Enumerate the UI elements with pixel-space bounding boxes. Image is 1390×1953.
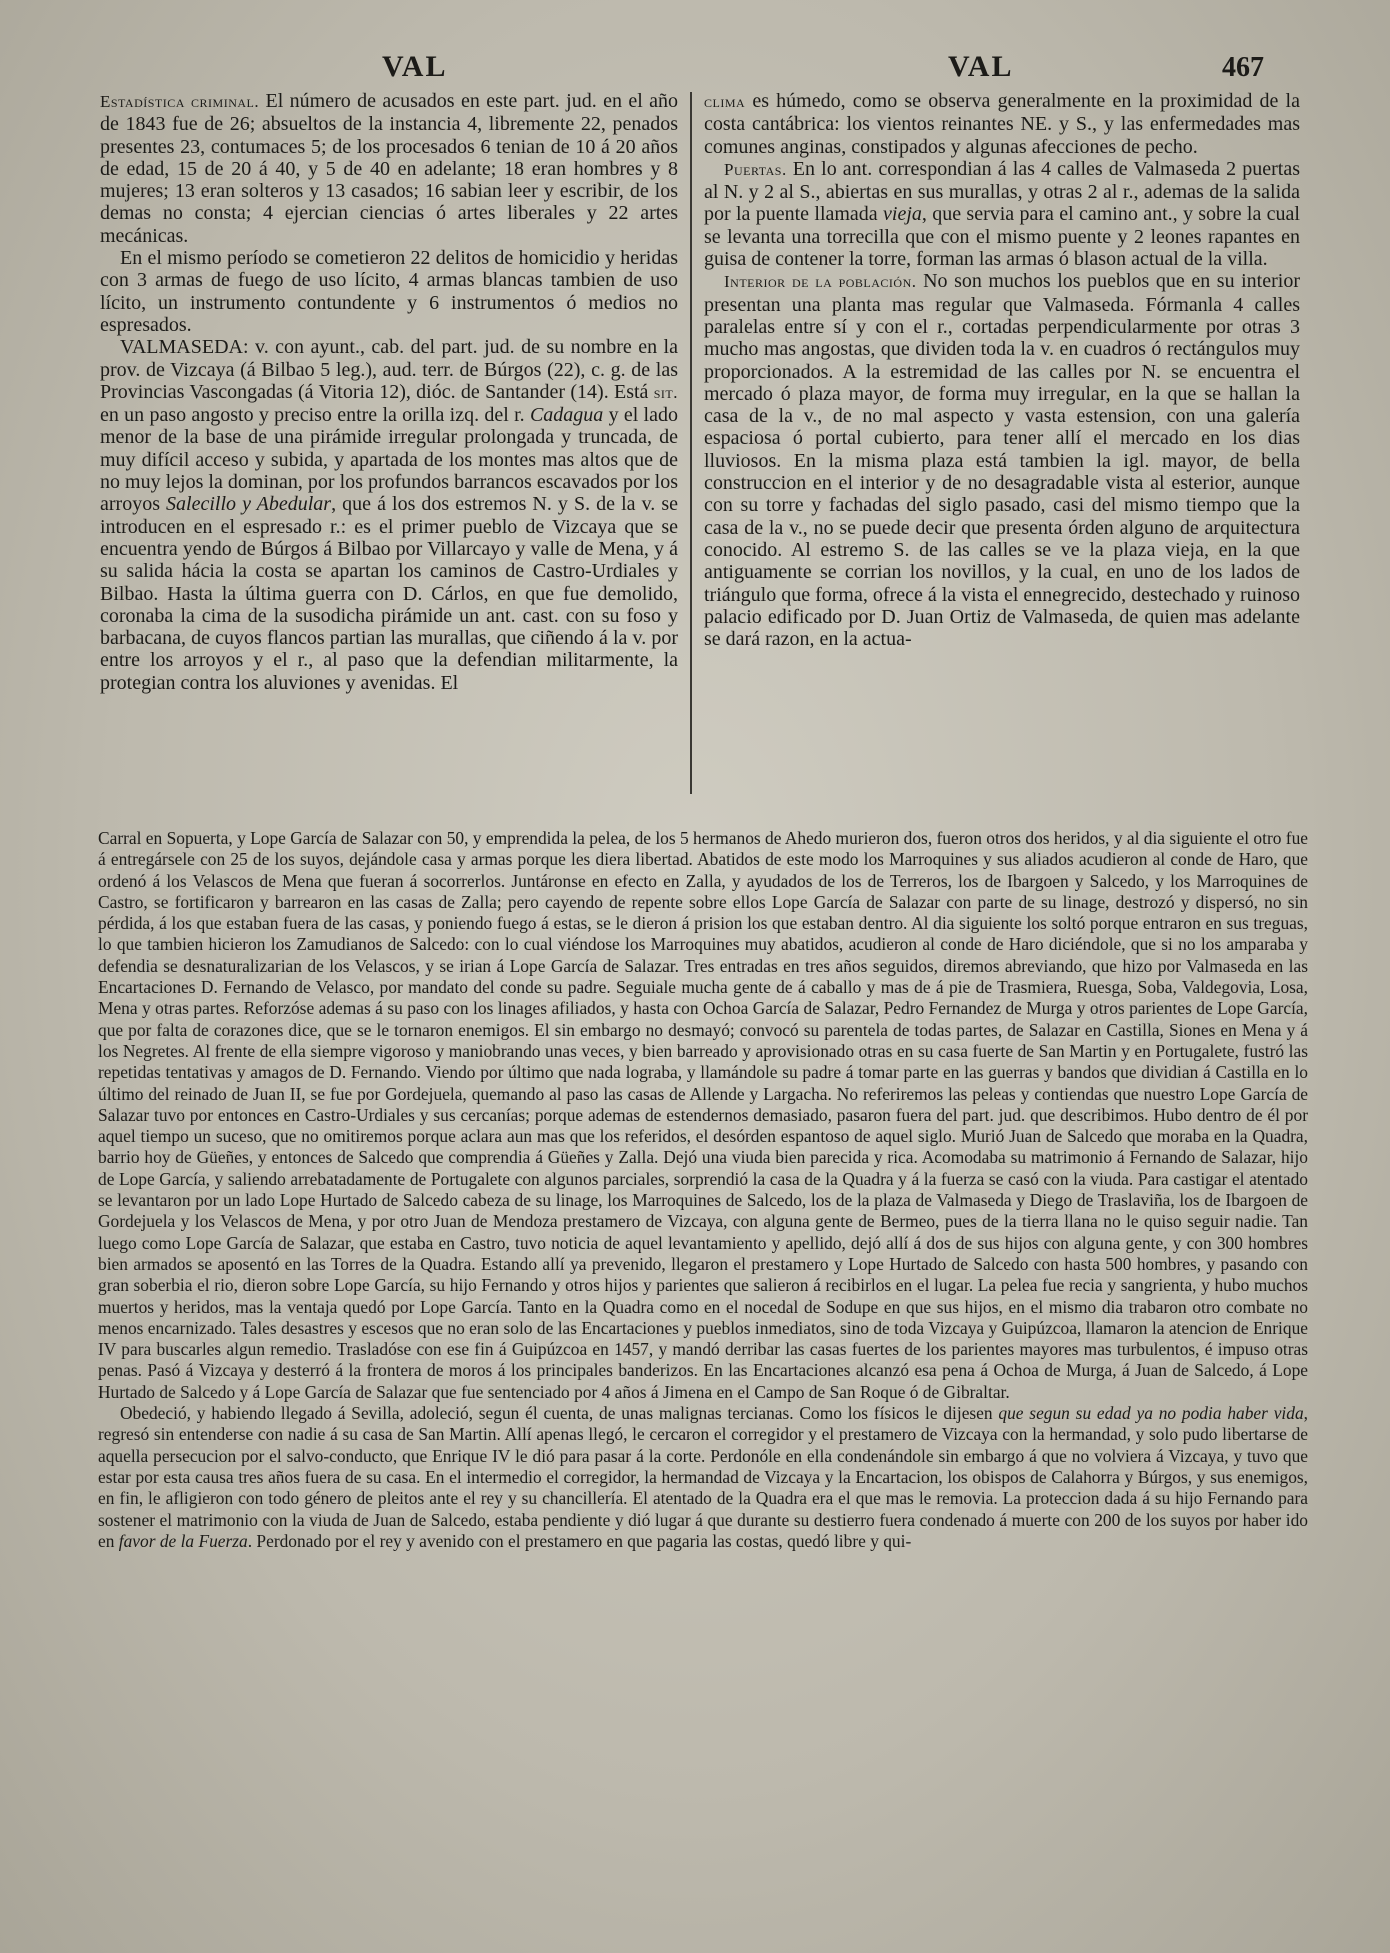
paragraph-text: es húmedo, como se observa generalmente en la proximidad de la costa cantábrica: los vientos reinantes NE. y S., y las enfermedades mas comunes anginas, constipados y algunas afecciones de pecho. (704, 90, 1300, 158)
paragraph-interior (704, 270, 1300, 650)
paragraph-text: v. con ayunt., cab. del part. jud. de su nombre en la prov. de Vizcaya (á Bilbao 5 leg.), aud. terr. de Búrgos (22), c. g. de las Provincias Vascongadas (á Vitoria 12), dióc. de Santander (14). Está (100, 336, 678, 403)
section-head-estadistica: Estadística criminal. (100, 92, 260, 111)
running-head-left: VAL (382, 50, 448, 83)
paragraph-clima (704, 90, 1300, 158)
section-head-puertas: Puertas. (724, 159, 787, 179)
entry-head-valmaseda: VALMASEDA: (120, 336, 249, 359)
word-vieja: vieja (883, 203, 922, 226)
paragraph-estadistica (100, 90, 678, 247)
river-name: Cadagua (529, 404, 604, 427)
arroyos-names: Salecillo y Abedular (166, 493, 332, 516)
paragraph-delitos: En el mismo período se cometieron 22 delitos de homicidio y heridas con 3 armas de fuego de uso lícito, 4 armas blancas tambien de uso lícito, un instrumento contundente y 6 instrumentos ó medios no espresados. (100, 247, 678, 336)
page-number: 467 (1222, 52, 1264, 83)
left-column (100, 90, 678, 790)
quoted-phrase: que segun su edad ya no podia haber vida (998, 1403, 1304, 1424)
paragraph-valmaseda (100, 336, 678, 694)
paragraph-text: , regresó sin entenderse con nadie á su casa de San Martin. Allí apenas llegó, le cercaron el corregidor y el prestamero de Vizcaya con la hermandad, y solo pudo libertarse de aquella persecucion por el salvo-conducto, que Enrique IV le dió para pasar á la corte. Perdonóle en ella condenándole sin embargo á que no volviera á Vizcaya, y tuvo que estar por esta causa tres años fuera de su casa. En el intermedio el corregidor, la hermandad de Vizcaya y la Encartacion, los obispos de Calahorra y Búrgos, y sus enemigos, en fin, le afligieron con todo género de pleitos ante el rey y su chancillería. El atentado de la Quadra era el que mas le removia. La proteccion dada á su hijo Fernando para sostener el matrimonio con la viuda de Juan de Salcedo, estaba pendiente y dió lugar á que durante su destierro fuera condenado á muerte con 200 de los suyos por haber ido en (98, 1403, 1308, 1551)
paragraph-text: en un paso angosto y preciso entre la orilla izq. del r. (100, 404, 530, 427)
section-head-interior: Interior de la población. (724, 272, 917, 292)
right-column (704, 90, 1300, 790)
abbr-sit: sit. (653, 382, 678, 402)
paragraph-text: y el lado menor de la base de una pirámide irregular prolongada y truncada, de muy difícil acceso y subida, y apartada de los montes mas altos que de no muy lejos la dominan, por los profundos barrancos escavados por los arroyos (100, 404, 678, 516)
paragraph-text: . Perdonado por el rey y avenido con el prestamero en que pagaria las costas, quedó libre y qui- (247, 1530, 912, 1551)
paragraph-text: En lo ant. correspondian á las 4 calles de Valmaseda 2 puertas al N. y 2 al S., abiertas en sus murallas, y otras 2 al r., ademas de la salida por la puente llamada (704, 157, 1300, 226)
column-divider (690, 92, 692, 794)
paragraph-text: Obedeció, y habiendo llegado á Sevilla, adoleció, segun él cuenta, de unas malignas tercianas. Como los físicos le dijesen (120, 1403, 999, 1424)
paragraph-text: El número de acusados en este part. jud. en el año de 1843 fue de 26; absueltos de la instancia 4, libremente 22, penados presentes 23, contumaces 5; de los procesados 6 tenian de 10 á 20 años de edad, 15 de 20 á 40, y 5 de 40 en adelante; 18 eran hombres y 8 mujeres; 13 eran solteros y 13 casados; 16 sabian leer y escribir, de los demas no consta; 4 ejercian ciencias ó artes liberales y 22 artes mecánicas. (100, 90, 678, 247)
paragraph-text: No son muchos los pueblos que en su interior presentan una planta mas regular que Valmaseda. Fórmanla 4 calles paralelas entre sí y con el r., cortadas perpendicularmente por otras 3 mucho mas angostas, que dividen toda la v. en cuadros ó rectángulos muy proporcionados. A la estremidad de las calles por N. se encuentra el mercado ó plaza mayor, de forma muy irregular, en la que se hallan la casa de la v., de no mal aspecto y vasta estension, con una galería espaciosa ó portal cubierto, para tener allí el mercado en los dias lluviosos. En la misma plaza está tambien la igl. mayor, de bella construccion en el interior y de no desagradable vista al esterior, aunque con su torre y fachadas del siglo pasado, casi del mismo tiempo que la casa de la v., no se puede decir que presenta órden alguno de arquitectura conocido. Al estremo S. de las calles se ve la plaza vieja, en la que antiguamente se corrian los novillos, y la cual, en uno de los lados de triángulo que forma, ofrece á la vista el ennegrecido, destechado y ruinoso palacio edificado por D. Juan Ortiz de Valmaseda, de quien mas adelante se dará razon, en la actua- (704, 270, 1300, 651)
footnote-block (98, 828, 1308, 1928)
italic-phrase: favor de la Fuerza (118, 1530, 248, 1551)
paragraph-text: , que á los dos estremos N. y S. de la v. se introducen en el espresado r.: es el primer pueblo de Vizcaya que se encuentra yendo de Búrgos á Bilbao por Villarcayo y valle de Mena, y á su salida hácia la costa se apartan los caminos de Castro-Urdiales y Bilbao. Hasta la última guerra con D. Cárlos, en que fue demolido, coronaba la cima de la susodicha pirámide un ant. cast. con su foso y barbacana, de cuyos flancos partian las murallas, que ciñendo á la v. por entre los arroyos y el r., al paso que la defendian militarmente, la protegian contra los aluviones y avenidas. El (100, 493, 678, 694)
section-head-clima: clima (704, 92, 746, 111)
footnote-paragraph (98, 1403, 1308, 1552)
running-head-right: VAL (948, 50, 1014, 83)
paragraph-text: , que servia para el camino ant., y sobre la cual se levanta una torrecilla que con el mismo puente y 2 leones rapantes en guisa de contener la torre, forman las armas ó blason actual de la villa. (704, 203, 1300, 271)
footnote-paragraph: Carral en Sopuerta, y Lope García de Salazar con 50, y emprendida la pelea, de los 5 hermanos de Ahedo murieron dos, fueron otros dos heridos, y al dia siguiente el otro fue á entregársele con 25 de los suyos, dejándole casa y armas porque les diera libertad. Abatidos de este modo los Marroquines y sus aliados acudieron al conde de Haro, que ordenó á los Velascos de Mena que fueran á socorrerlos. Juntáronse en efecto en Zalla, y ayudados de los de Terreros, los de Ibargoen y Salcedo, y los Marroquines de Castro, se fortificaron y barrearon en las casas de Zalla; pero cayendo de repente sobre ellos Lope García de Salazar con parte de su linage, destrozó y dispersó, no sin pérdida, á los que estaban fuera de las casas, y poniendo fuego á estas, se le dieron á prision los que estaban dentro. Al dia siguiente los soltó porque entraron en sus treguas, lo que tambien hicieron los Zamudianos de Salcedo: con lo cual viéndose los Marroquines muy abatidos, acudieron al conde de Haro diciéndole, que si no los amparaba y defendia se desnaturalizarian de los Velascos, y se irian á Lope García de Salazar. Tres entradas en tres años seguidos, diremos abreviando, que hizo por Valmaseda en las Encartaciones D. Fernando de Velasco, por mandato del conde su padre. Seguiale mucha gente de á caballo y mas de á pie de Trasmiera, Ruesga, Soba, Valdegovia, Losa, Mena y otras partes. Reforzóse ademas á su paso con los linages afiliados, y hasta con Ochoa García de Salazar, Pedro Fernandez de Murga y otros parientes de Lope García, que por falta de corazones dice, que se le tornaron enemigos. El sin embargo no desmayó; convocó su parentela de todas partes, de Salazar en Castilla, Siones en Mena y á los Negretes. Al frente de ella siempre vigoroso y maniobrando unas veces, y bien barreado y aprovisionado otras en su casa fuerte de San Martin y en Portugalete, fustró las repetidas tentativas y amagos de D. Fernando. Viendo por último que nada lograba, y llamándole su padre á tomar parte en las guerras y bandos que dividian á Castilla en lo último del reinado de Juan II, se fue por Gordejuela, quemando al paso las casas de Allende y Largacha. No referiremos las peleas y contiendas que nuestro Lope García de Salazar tuvo por entonces en Castro-Urdiales y sus cercanías; porque ademas de estendernos demasiado, pasaron fuera del part. jud. que describimos. Hubo dentro de él por aquel tiempo un suceso, que no omitiremos porque aclara aun mas que los referidos, el desórden espantoso de aquel siglo. Murió Juan de Salcedo que moraba en la Quadra, barrio hoy de Güeñes, y entonces de Salcedo que comprendia á Güeñes y Zalla. Dejó una viuda bien parecida y rica. Acomodaba su matrimonio á Fernando de Salazar, hijo de Lope García, y saliendo arrebatadamente de Portugalete con algunos parciales, sorprendió la casa de la Quadra y á la fuerza se casó con la viuda. Para castigar el atentado se levantaron por un lado Lope Hurtado de Salcedo cabeza de su linage, los Marroquines de Salcedo, los de la plaza de Valmaseda y Diego de Traslaviña, los de Ibargoen de Gordejuela y los Velascos de Mena, y por otro Juan de Mendoza prestamero de Vizcaya, con alguna gente de Bermeo, pues de la tierra llana no le quiso seguir nadie. Tan luego como Lope García de Salazar, que estaba en Castro, tuvo noticia de aquel levantamiento y apellido, dejó allí á dos de sus hijos con alguna gente, y con 300 hombres bien armados se aposentó en las Torres de la Quadra. Estando allí ya prevenido, llegaron el prestamero y Lope Hurtado de Salcedo con hasta 500 hombres, y pasando con gran soberbia el rio, dieron sobre Lope García, su hijo Fernando y otros hijos y parientes que salieron á recibirlos en el lugar. La pelea fue recia y sangrienta, y hubo muchos muertos y heridos, mas la ventaja quedó por Lope García. Tanto en la Quadra como en el nocedal de Sodupe en que sus hijos, en el mismo dia trabaron otro combate no menos encarnizado. Tales desastres y escesos que no eran solo de las Encartaciones y pueblos inmediatos, sino de toda Vizcaya y Guipúzcoa, llamaron la atencion de Enrique IV para buscarles algun remedio. Trasladóse con ese fin á Guipúzcoa en 1457, y mandó derribar las casas fuertes de los parientes mayores mas turbulentos, é impuso otras penas. Pasó á Vizcaya y desterró á la frontera de moros á los principales banderizos. En las Encartaciones alcanzó esa pena á Ochoa de Murga, á Juan de Salcedo, á Lope Hurtado de Salcedo y á Lope García de Salazar que fue sentenciado por 4 años á Jimena en el Campo de San Roque ó de Gibraltar. (98, 828, 1308, 1402)
paragraph-puertas (704, 158, 1300, 270)
